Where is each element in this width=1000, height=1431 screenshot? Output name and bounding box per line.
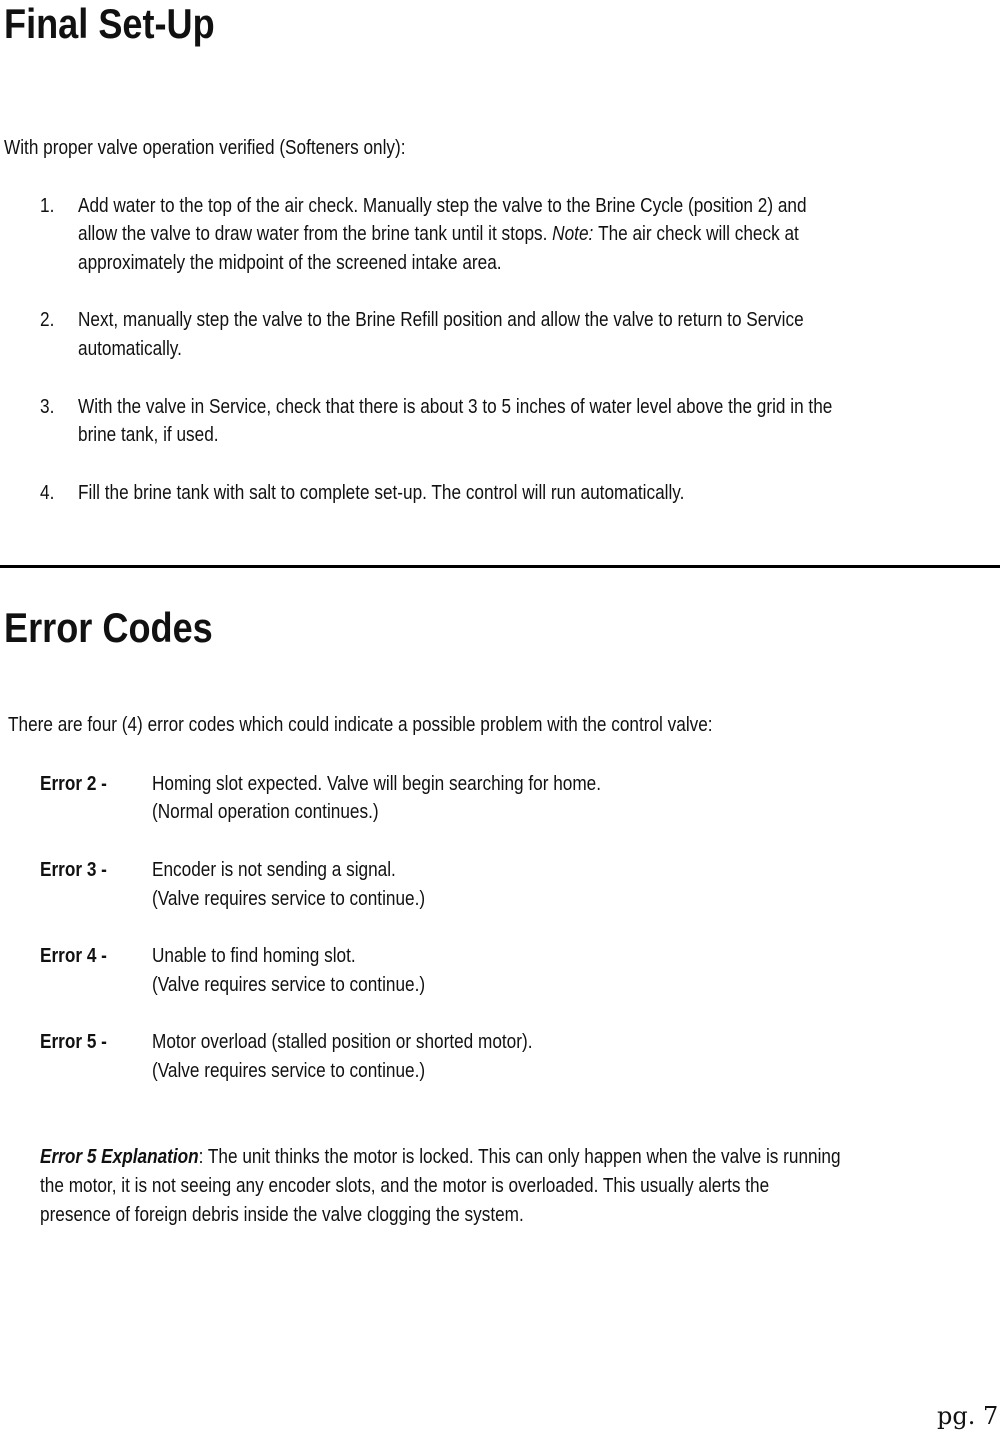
step-text: The air check will check at [598,223,799,245]
error-description: Motor overload (stalled position or shorted motor). [152,1031,533,1053]
error-consequence: (Valve requires service to continue.) [152,1060,426,1082]
step-number: 1. [40,195,55,217]
explanation-line [40,1145,841,1169]
explanation-line: presence of foreign debris inside the valve clogging the system. [40,1204,524,1226]
step-text-line: Fill the brine tank with salt to complete set-up. The control will run automatically. [78,482,685,504]
error-code-label: Error 4 - [40,945,107,967]
step-text-line: With the valve in Service, check that there is about 3 to 5 inches of water level above the grid in the [78,396,833,418]
step-text-line: Next, manually step the valve to the Brine Refill position and allow the valve to return to Service [78,309,804,331]
explanation-label: Error 5 Explanation [40,1146,199,1168]
error-description: Encoder is not sending a signal. [152,859,396,881]
explanation-line: the motor, it is not seeing any encoder slots, and the motor is overloaded. This usually alerts the [40,1175,770,1197]
step-text-line: brine tank, if used. [78,424,219,446]
error-code-label: Error 5 - [40,1031,107,1053]
setup-intro: With proper valve operation verified (Softeners only): [4,137,406,159]
section-divider [0,565,1000,568]
step-number: 4. [40,482,55,504]
step-text-line: approximately the midpoint of the screened intake area. [78,252,502,274]
error-consequence: (Valve requires service to continue.) [152,888,426,910]
explanation-text: : The unit thinks the motor is locked. This can only happen when the valve is running [198,1146,841,1168]
setup-title: Final Set-Up [4,0,215,47]
error-description: Homing slot expected. Valve will begin searching for home. [152,773,602,795]
step-text-line: Add water to the top of the air check. Manually step the valve to the Brine Cycle (position 2) and [78,195,807,217]
errors-intro: There are four (4) error codes which could indicate a possible problem with the control valve: [8,714,713,736]
step-text-line [78,222,799,246]
step-number: 3. [40,396,55,418]
page-number: pg. 7 [937,1402,999,1430]
error-consequence: (Normal operation continues.) [152,801,379,823]
step-text: allow the valve to draw water from the brine tank until it stops. [78,223,548,245]
step-number: 2. [40,309,55,331]
error-code-label: Error 3 - [40,859,107,881]
error-code-label: Error 2 - [40,773,107,795]
note-label: Note: [552,223,599,245]
error-description: Unable to find homing slot. [152,945,356,967]
error-consequence: (Valve requires service to continue.) [152,974,426,996]
errors-title: Error Codes [4,604,213,651]
step-text-line: automatically. [78,338,182,360]
